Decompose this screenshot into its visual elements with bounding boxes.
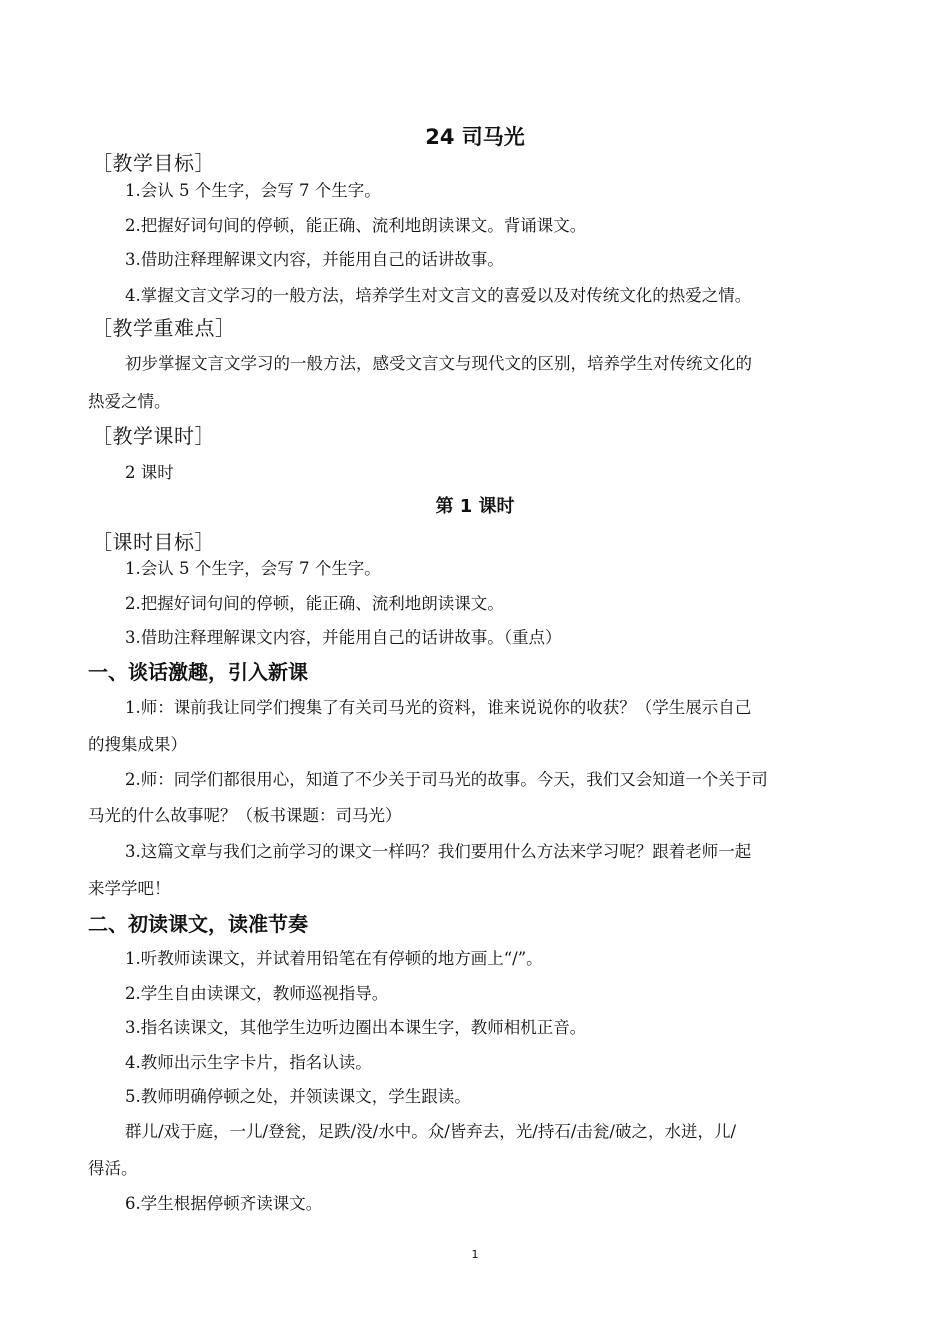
- part2-step: 3.指名读课文，其他学生边听边圈出本课生字，教师相机正音。: [125, 1018, 587, 1037]
- key-points-text: 初步掌握文言文学习的一般方法，感受文言文与现代文的区别，培养学生对传统文化的: [125, 354, 752, 373]
- part1-paragraph: 2.师：同学们都很用心，知道了不少关于司马光的故事。今天，我们又会知道一个关于司: [125, 770, 768, 789]
- part1-paragraph-cont: 来学学吧！: [88, 879, 171, 898]
- key-points-heading: ［教学重难点］: [92, 316, 236, 340]
- key-points-text-cont: 热爱之情。: [88, 392, 171, 411]
- part1-heading: 一、谈话激趣，引入新课: [88, 660, 308, 684]
- goal-item: 1.会认 5 个生字，会写 7 个生字。: [125, 181, 381, 200]
- part2-heading: 二、初读课文，读准节奏: [88, 912, 308, 936]
- lesson-goals-heading: ［课时目标］: [92, 530, 215, 554]
- goals-heading: ［教学目标］: [92, 151, 215, 175]
- part1-paragraph: 3.这篇文章与我们之前学习的课文一样吗？我们要用什么方法来学习呢？跟着老师一起: [125, 842, 752, 861]
- part1-paragraph-cont: 马光的什么故事呢？（板书课题：司马光）: [88, 806, 402, 825]
- classical-text: 群儿/戏于庭，一儿/登瓮，足跌/没/水中。众/皆弃去，光/持石/击瓮/破之，水迸，儿/: [125, 1122, 737, 1141]
- goal-item: 2.把握好词句间的停顿，能正确、流利地朗读课文。背诵课文。: [125, 216, 587, 235]
- classical-text-cont: 得活。: [88, 1159, 138, 1178]
- document-title: 24 司马光: [425, 125, 525, 149]
- part1-paragraph: 1.师：课前我让同学们搜集了有关司马光的资料，谁来说说你的收获？（学生展示自己: [125, 698, 752, 717]
- goal-item: 3.借助注释理解课文内容，并能用自己的话讲故事。: [125, 250, 504, 269]
- part2-step: 5.教师明确停顿之处，并领读课文，学生跟读。: [125, 1087, 471, 1106]
- part2-step: 1.听教师读课文，并试着用铅笔在有停顿的地方画上“/”。: [125, 949, 543, 968]
- part2-step: 4.教师出示生字卡片，指名认读。: [125, 1053, 372, 1072]
- goal-item: 4.掌握文言文学习的一般方法，培养学生对文言文的喜爱以及对传统文化的热爱之情。: [125, 286, 752, 305]
- hours-heading: ［教学课时］: [92, 424, 215, 448]
- part2-step: 6.学生根据停顿齐读课文。: [125, 1194, 323, 1213]
- page-number: 1: [471, 1248, 479, 1261]
- lesson-1-heading: 第 1 课时: [435, 496, 515, 517]
- part1-paragraph-cont: 的搜集成果）: [88, 735, 187, 754]
- lesson-goal-item: 3.借助注释理解课文内容，并能用自己的话讲故事。（重点）: [125, 628, 562, 647]
- part2-step: 2.学生自由读课文，教师巡视指导。: [125, 984, 389, 1003]
- lesson-goal-item: 2.把握好词句间的停顿，能正确、流利地朗读课文。: [125, 594, 504, 613]
- hours-text: 2 课时: [125, 463, 174, 482]
- lesson-goal-item: 1.会认 5 个生字，会写 7 个生字。: [125, 559, 381, 578]
